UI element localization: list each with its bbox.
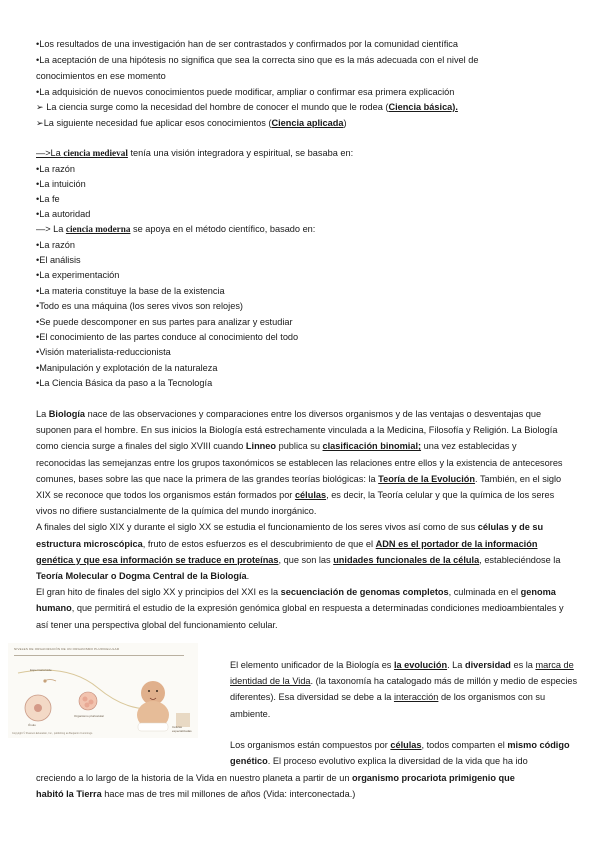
moderna-item: •La materia constituye la base de la existencia — [36, 286, 225, 296]
arrow-line-basic-science — [36, 100, 458, 116]
basic-science-link: Ciencia básica). — [388, 102, 458, 112]
evolution-paragraph: El elemento unificador de la Biología es la evolución. La diversidad es la marca de identidad de la Vida. (la taxonomía ha catalogado más de millón y medio de especies diferentes). Esa diversidad se debe a la interacción de los organismos con su ambiente. — [230, 660, 578, 719]
moderna-heading — [36, 222, 315, 238]
medieval-term: ciencia medieval — [63, 148, 128, 158]
moderna-item: •El conocimiento de las partes conduce al conocimiento del todo — [36, 332, 299, 342]
biology-paragraph: La Biología nace de las observaciones y comparaciones entre los diversos organismos y de las ventajas o desventajas que suponen para el hombre. En sus inicios la Biología está estrechamente vinculada a la Medicina, Filosofía y Religión. La Biología como ciencia surge a finales del siglo XVIII cuando Linneo publica su clasificación binomial; una vez establecidas y reconocidas las semejanzas entre los grupos taxonómicos se establecen las relaciones entre ellos y la existencia de antecesores comunes, bases sobre las que nace la primera de las grandes teorías biológicas: la Teoría de la Evolución. También, en el siglo XIX se reconoce que todos los organismos están formados por células, es decir, la Teoría celular y que la química de los seres vivos no difiere sustancialmente de la química del mundo inorgánico. A finales del siglo XIX y durante el siglo XX se estudia el funcionamiento de los seres vivos así como de sus células y de su estructura microscópica, fruto de estos esfuerzos es el descubrimiento de que el ADN es el portador de la información genética y que esa información se traduce en proteínas, que son las unidades funcionales de la célula, estableciéndose la Teoría Molecular o Dogma Central de la Biología. El gran hito de finales del siglo XX y principios del XXI es la secuenciación de genomas completos, culminada en el genoma humano, que permitirá el estudio de la expresión genómica global en respuesta a determinadas condiciones medioambientales y así tener una perspectiva global del funcionamiento celular. — [36, 409, 564, 630]
medieval-item: •La razón — [36, 164, 75, 174]
moderna-term: ciencia moderna — [65, 224, 131, 234]
medieval-item: •La fe — [36, 194, 60, 204]
medieval-rest: tenía una visión integradora y espiritual, se basaba en: — [127, 148, 354, 158]
moderna-rest: se apoya en el método científico, basado en: — [130, 224, 316, 234]
moderna-item: •El análisis — [36, 255, 81, 265]
arrow-text: ➢La siguiente necesidad fue aplicar esos conocimientos ( — [36, 118, 272, 128]
organization-levels-figure — [8, 643, 198, 738]
medieval-item: •La autoridad — [36, 209, 91, 219]
moderna-item: •Manipulación y explotación de la naturaleza — [36, 363, 218, 373]
moderna-item: •Se puede descomponer en sus partes para analizar y estudiar — [36, 317, 293, 327]
moderna-item: •Todo es una máquina (los seres vivos son relojes) — [36, 301, 243, 311]
bullet-line: •Los resultados de una investigación han de ser contrastados y confirmados por la comunidad científica — [36, 39, 459, 49]
bullet-line: •La adquisición de nuevos conocimientos puede modificar, ampliar o confirmar esa primera explicación — [36, 87, 455, 97]
figure-title: NIVELES DE ORGANIZACIÓN DE UN ORGANISMO PLURICELULAR — [14, 647, 184, 656]
figure-caption: Copyright © Pearson Education, Inc., publishing as Benjamin Cummings. — [12, 732, 93, 735]
arrow-text: ➢ La ciencia surge como la necesidad del hombre de conocer el mundo que le rodea ( — [36, 102, 389, 112]
medieval-item: •La intuición — [36, 179, 86, 189]
applied-science-link: Ciencia aplicada — [271, 118, 344, 128]
figure-label-cells: Células especializadas — [172, 725, 192, 733]
figure-label-organism: Organismo pluricelular — [74, 714, 105, 718]
arrow-text-end: ) — [343, 118, 347, 128]
figure-label-ovum: Óvulo — [28, 723, 36, 727]
closing-paragraph: creciendo a lo largo de la historia de la Vida en nuestro planeta a partir de un organismo procariota primigenio que habitó la Tierra hace mas de tres mil millones de años (Vida: interconectada.) — [36, 773, 515, 800]
medieval-arrow: —>La — [36, 148, 64, 158]
moderna-arrow: —> La — [36, 224, 66, 234]
moderna-item: •La razón — [36, 240, 75, 250]
cells-paragraph: Los organismos están compuestos por células, todos comparten el mismo código genético. El proceso evolutivo explica la diversidad de la vida que ha ido — [230, 740, 570, 767]
moderna-item: •La experimentación — [36, 270, 120, 280]
arrow-line-applied-science — [36, 116, 347, 132]
medieval-heading — [36, 146, 353, 162]
figure-label-sperm: Espermatozoide — [30, 668, 52, 672]
bullet-line: conocimientos en ese momento — [36, 71, 166, 81]
bullet-line: •La aceptación de una hipótesis no significa que sea la correcta sino que es la más adecuada con el nivel de — [36, 55, 479, 65]
figure-illustration — [8, 643, 198, 738]
moderna-item: •La Ciencia Básica da paso a la Tecnología — [36, 378, 213, 388]
moderna-item: •Visión materialista-reduccionista — [36, 347, 171, 357]
